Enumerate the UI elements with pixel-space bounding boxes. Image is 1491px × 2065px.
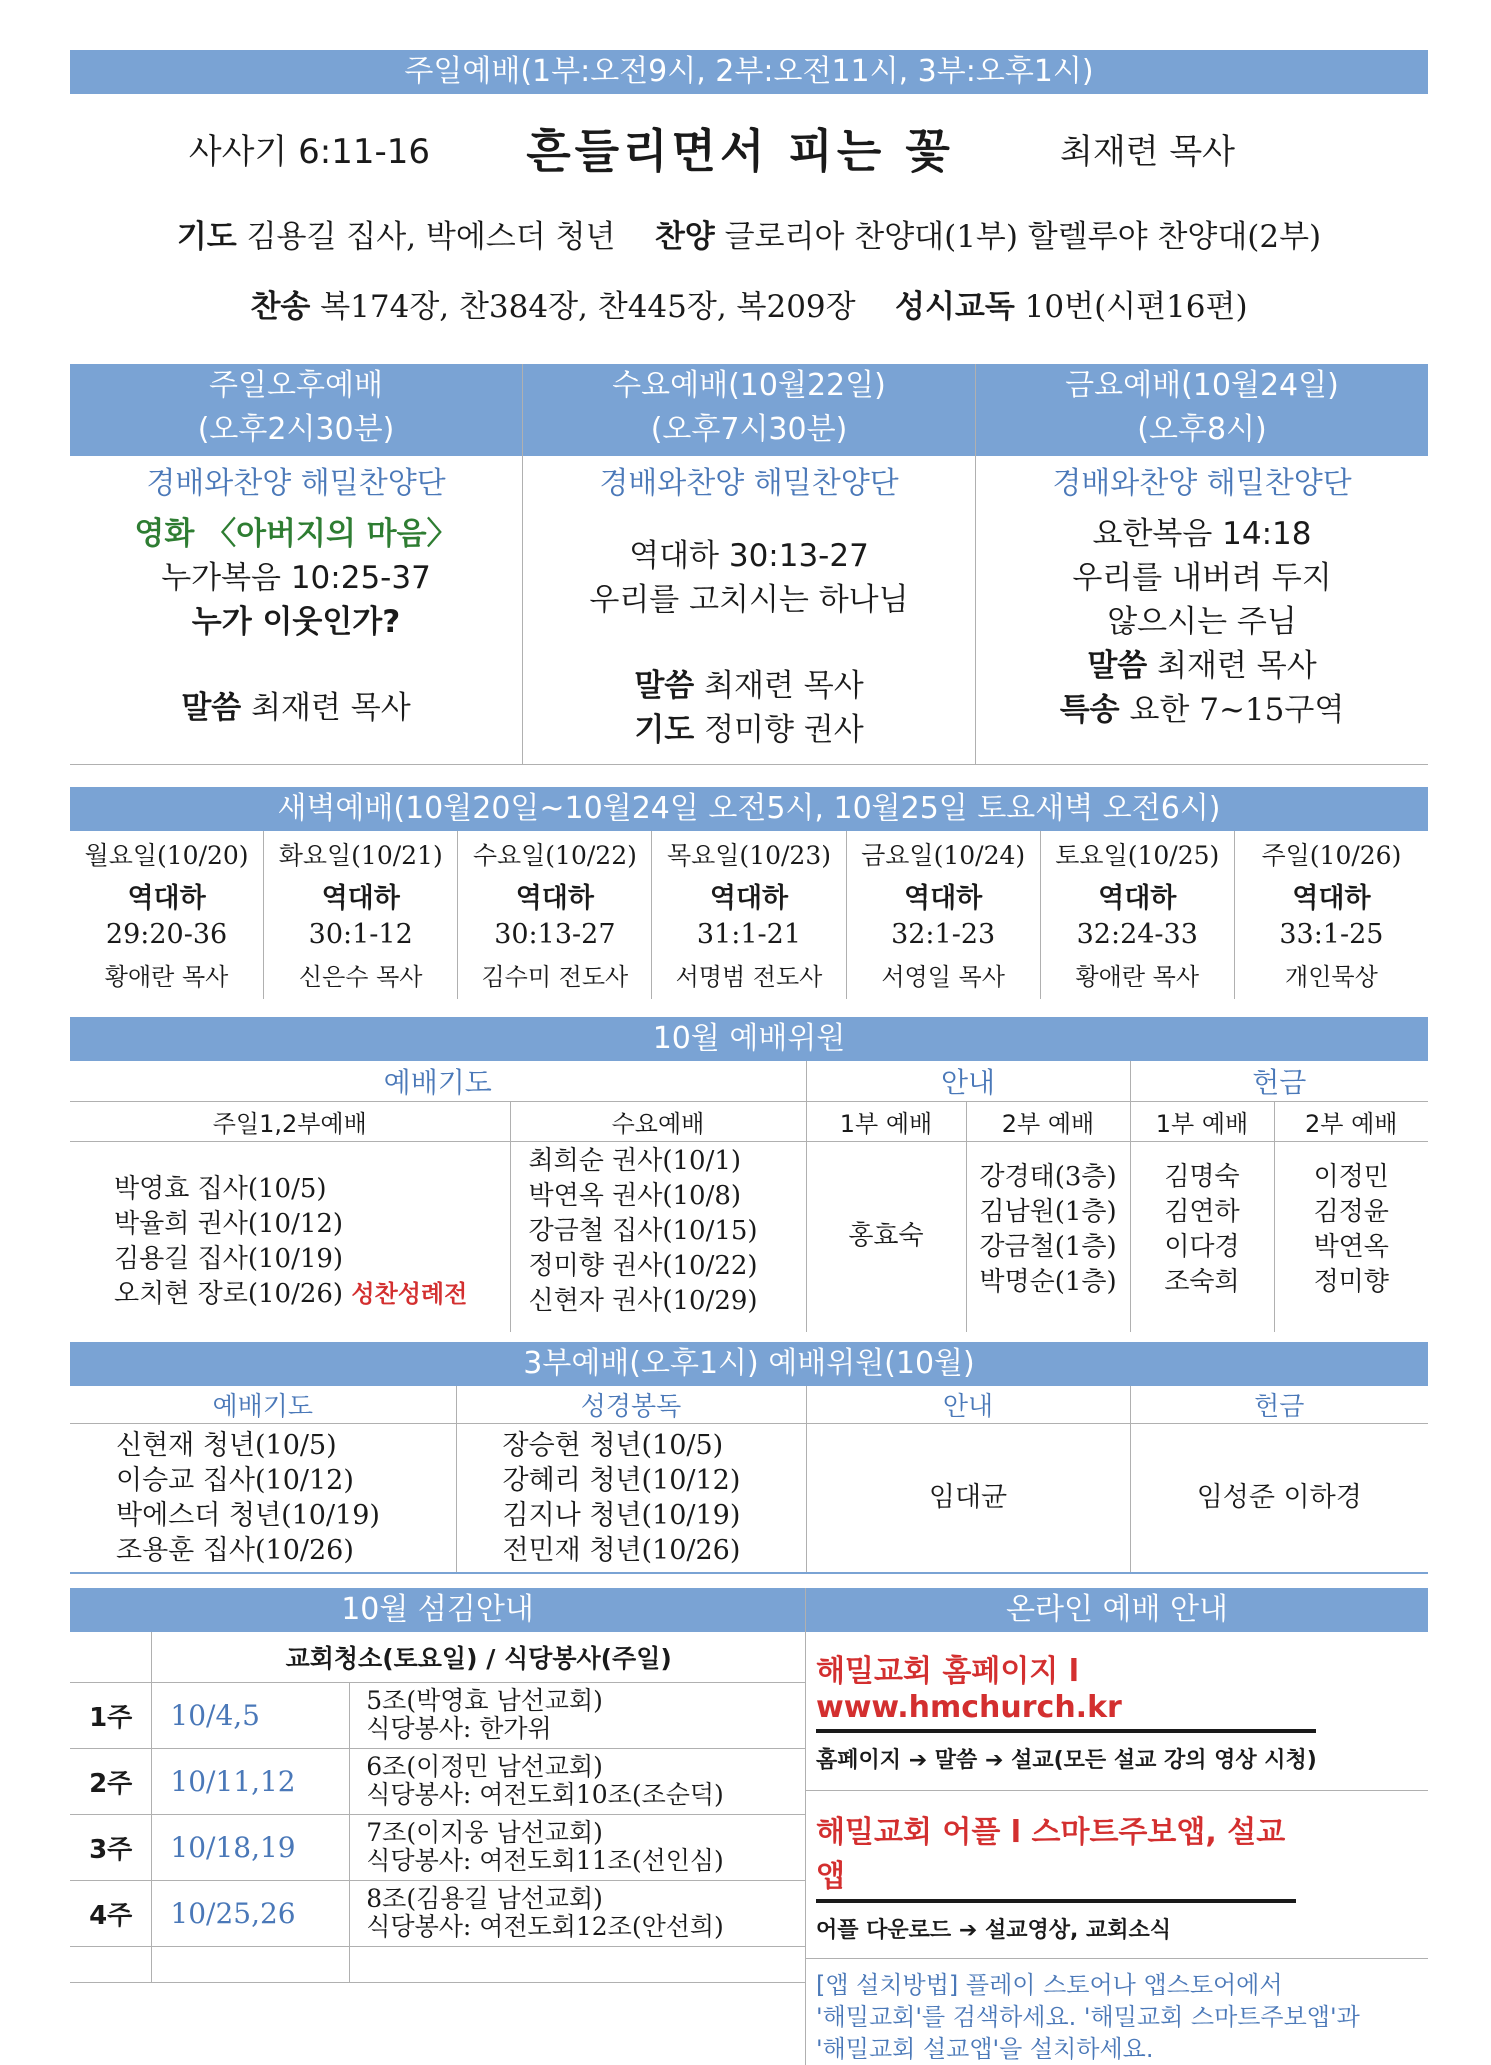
app-path: 어플 다운로드 ➔ 설교영상, 교회소식 bbox=[816, 1918, 1171, 1943]
service-praise: 경배와찬양 해밀찬양단 bbox=[1052, 466, 1352, 501]
weekday-services bbox=[70, 364, 1428, 765]
dawn-book: 역대하 bbox=[515, 883, 594, 914]
app-title[interactable]: 해밀교회 어플 l 스마트주보앱, 설교앱 bbox=[816, 1807, 1296, 1903]
list-item: 강금철 집사(10/15) bbox=[528, 1216, 758, 1246]
list-item: 정미향 권사(10/22) bbox=[528, 1251, 758, 1281]
dawn-verse: 33:1-25 bbox=[1279, 919, 1384, 950]
dawn-day-label: 수요일(10/22) bbox=[472, 841, 637, 870]
hymn-label: 찬송 bbox=[250, 289, 311, 325]
list-item: 신현재 청년(10/5) bbox=[116, 1429, 337, 1461]
homepage-title[interactable]: 해밀교회 홈페이지 l www.hmchurch.kr bbox=[816, 1646, 1316, 1733]
service-sermon: 우리를 고치시는 하나님 bbox=[589, 582, 909, 618]
online-header: 온라인 예배 안내 bbox=[806, 1588, 1428, 1632]
dawn-days bbox=[70, 831, 1428, 999]
clean-team: 8조(김용길 남선교회) bbox=[366, 1884, 603, 1913]
dawn-book: 역대하 bbox=[1098, 883, 1177, 914]
service-wednesday bbox=[523, 364, 976, 764]
install-guide: [앱 설치방법] 플레이 스토어나 앱스토어에서 '해밀교회'를 검색하세요. '해밀교회 스마트주보앱'과 '해밀교회 설교앱'을 설치하세요. bbox=[816, 1971, 1360, 2063]
list-item: 강금철(1층) bbox=[979, 1232, 1117, 1262]
service-time: (오후2시30분) bbox=[197, 412, 395, 447]
word-value: 최재련 목사 bbox=[704, 668, 864, 704]
list-item: 김지나 청년(10/19) bbox=[502, 1499, 741, 1531]
week-date: 10/4,5 bbox=[152, 1682, 350, 1748]
sunday-prayer-list bbox=[70, 1142, 510, 1332]
dawn-day bbox=[70, 831, 264, 999]
reading-label: 성시교독 bbox=[895, 289, 1015, 325]
prayer-choir-line bbox=[70, 202, 1428, 272]
list-item: 신현자 권사(10/29) bbox=[528, 1286, 758, 1316]
table-row bbox=[70, 1682, 805, 1748]
sermon-preacher: 최재련 목사 bbox=[1060, 131, 1236, 172]
service-guide-header: 10월 섬김안내 bbox=[70, 1588, 805, 1632]
week-label: 3주 bbox=[70, 1814, 152, 1880]
hymn-value: 복174장, 찬384장, 찬445장, 복209장 bbox=[320, 289, 856, 325]
choir-label: 찬양 bbox=[654, 219, 715, 255]
third-header: 3부예배(오후1시) 예배위원(10월) bbox=[70, 1342, 1428, 1386]
list-item: 강경태(3층) bbox=[979, 1162, 1117, 1192]
guide-2-list bbox=[966, 1142, 1130, 1332]
sunday-header: 주일예배(1부:오전9시, 2부:오전11시, 3부:오후1시) bbox=[70, 50, 1428, 94]
meal-team: 식당봉사: 여전도회10조(조순덕) bbox=[366, 1780, 724, 1809]
list-item: 박연옥 bbox=[1313, 1232, 1389, 1262]
service-sermon: 누가 이웃인가? bbox=[191, 604, 401, 640]
dawn-day-label: 목요일(10/23) bbox=[666, 841, 831, 870]
col-guide-2: 2부 예배 bbox=[966, 1102, 1130, 1142]
list-item: 조숙희 bbox=[1164, 1267, 1240, 1297]
prayer-label: 기도 bbox=[176, 219, 237, 255]
list-item: 김용길 집사(10/19) bbox=[114, 1244, 344, 1274]
committee-header: 10월 예배위원 bbox=[70, 1017, 1428, 1061]
list-item: 박율희 권사(10/12) bbox=[114, 1209, 344, 1239]
clean-team: 5조(박영효 남선교회) bbox=[366, 1686, 603, 1715]
list-item: 이승교 집사(10/12) bbox=[116, 1464, 354, 1496]
dawn-day bbox=[847, 831, 1041, 999]
bulletin-page bbox=[70, 50, 1428, 2065]
service-sunday-afternoon bbox=[70, 364, 523, 764]
prayer-value: 김용길 집사, 박에스더 청년 bbox=[246, 219, 616, 255]
dawn-day-label: 주일(10/26) bbox=[1261, 841, 1402, 870]
service-scripture: 요한복음 14:18 bbox=[1092, 516, 1312, 552]
col-wed-prayer: 수요예배 bbox=[510, 1102, 806, 1142]
dawn-day bbox=[458, 831, 652, 999]
list-item: 이정민 bbox=[1313, 1162, 1389, 1192]
dawn-day-label: 화요일(10/21) bbox=[278, 841, 443, 870]
committee-table bbox=[70, 1061, 1428, 1332]
prayer-value: 정미향 권사 bbox=[704, 712, 864, 748]
homepage-path: 홈페이지 ➔ 말씀 ➔ 설교(모든 설교 강의 영상 시청) bbox=[816, 1748, 1317, 1773]
list-item: 이다경 bbox=[1164, 1232, 1240, 1262]
list-item: 장승현 청년(10/5) bbox=[502, 1429, 724, 1461]
service-guide-table bbox=[70, 1632, 805, 1983]
dawn-day bbox=[1041, 831, 1235, 999]
list-item: 박명순(1층) bbox=[979, 1267, 1117, 1297]
reading-value: 10번(시편16편) bbox=[1024, 289, 1248, 325]
service-scripture: 누가복음 10:25-37 bbox=[161, 560, 431, 596]
col-third-prayer: 예배기도 bbox=[70, 1386, 456, 1424]
choir-value: 글로리아 찬양대(1부) 할렐루야 찬양대(2부) bbox=[724, 219, 1322, 255]
word-value: 최재련 목사 bbox=[1157, 648, 1317, 684]
list-item: 조용훈 집사(10/26) bbox=[116, 1534, 354, 1566]
sermon-scripture: 사사기 6:11-16 bbox=[188, 131, 430, 172]
dawn-verse: 30:1-12 bbox=[308, 919, 413, 950]
offering-2-list bbox=[1274, 1142, 1428, 1332]
dawn-day bbox=[1235, 831, 1428, 999]
arrow-right-icon: ➔ bbox=[958, 1918, 978, 1943]
meal-team: 식당봉사: 한가위 bbox=[366, 1714, 552, 1743]
week-label: 1주 bbox=[70, 1682, 152, 1748]
dawn-verse: 29:20-36 bbox=[105, 919, 228, 950]
word-label: 말씀 bbox=[1087, 648, 1148, 684]
col-sunday-prayer: 주일1,2부예배 bbox=[70, 1102, 510, 1142]
list-item: 전민재 청년(10/26) bbox=[502, 1534, 741, 1566]
special-label: 특송 bbox=[1059, 692, 1120, 728]
week-date: 10/25,26 bbox=[152, 1880, 350, 1946]
service-title: 금요예배(10월24일) bbox=[1065, 368, 1339, 403]
dawn-leader: 신은수 목사 bbox=[298, 963, 423, 991]
table-row bbox=[70, 1748, 805, 1814]
sermon-row bbox=[70, 94, 1428, 202]
word-value: 최재련 목사 bbox=[251, 690, 411, 726]
dawn-leader: 서명범 전도사 bbox=[675, 963, 823, 991]
committee-group-prayer: 예배기도 bbox=[70, 1061, 806, 1102]
list-item: 김명숙 bbox=[1164, 1162, 1240, 1192]
service-time: (오후7시30분) bbox=[650, 412, 848, 447]
dawn-book: 역대하 bbox=[709, 883, 789, 914]
service-sermon-line1: 우리를 내버려 두지 bbox=[1072, 560, 1332, 596]
prayer-label: 기도 bbox=[634, 712, 695, 748]
dawn-book: 역대하 bbox=[1292, 883, 1371, 914]
list-item: 김남원(1층) bbox=[979, 1197, 1117, 1227]
list-item: 홍효숙 bbox=[848, 1221, 924, 1252]
special-value: 요한 7~15구역 bbox=[1129, 692, 1345, 728]
table-row bbox=[70, 1880, 805, 1946]
committee-group-offering: 헌금 bbox=[1130, 1061, 1428, 1102]
week-date: 10/18,19 bbox=[152, 1814, 350, 1880]
col-third-offering: 헌금 bbox=[1130, 1386, 1428, 1424]
service-sermon-line2: 않으시는 주님 bbox=[1107, 604, 1297, 640]
online-guide bbox=[806, 1588, 1428, 2065]
dawn-day-label: 금요일(10/24) bbox=[861, 841, 1026, 870]
guide-1-list bbox=[806, 1142, 966, 1332]
word-label: 말씀 bbox=[181, 690, 242, 726]
table-row-empty bbox=[70, 1946, 805, 1982]
col-third-guide: 안내 bbox=[806, 1386, 1130, 1424]
bottom-section bbox=[70, 1588, 1428, 2065]
third-guide: 임대균 bbox=[806, 1423, 1130, 1573]
col-third-reading: 성경봉독 bbox=[456, 1386, 806, 1424]
dawn-verse: 32:1-23 bbox=[891, 919, 996, 950]
service-praise: 경배와찬양 해밀찬양단 bbox=[146, 466, 446, 501]
dawn-day-label: 월요일(10/20) bbox=[84, 841, 249, 870]
third-offering: 임성준 이하경 bbox=[1196, 1482, 1362, 1514]
service-film: 영화 〈아버지의 마음〉 bbox=[134, 516, 458, 552]
col-guide-1: 1부 예배 bbox=[806, 1102, 966, 1142]
service-time: (오후8시) bbox=[1137, 412, 1267, 447]
dawn-book: 역대하 bbox=[904, 883, 983, 914]
dawn-leader: 개인묵상 bbox=[1285, 963, 1378, 991]
arrow-right-icon: ➔ bbox=[984, 1748, 1004, 1773]
service-title: 주일오후예배 bbox=[209, 368, 383, 403]
dawn-book: 역대하 bbox=[127, 883, 206, 914]
service-guide-col-header: 교회청소(토요일) / 식당봉사(주일) bbox=[285, 1643, 672, 1673]
wed-prayer-list bbox=[510, 1142, 806, 1332]
service-guide bbox=[70, 1588, 806, 2065]
week-label: 2주 bbox=[70, 1748, 152, 1814]
week-label: 4주 bbox=[70, 1880, 152, 1946]
dawn-day bbox=[264, 831, 458, 999]
dawn-verse: 32:24-33 bbox=[1076, 919, 1198, 950]
clean-team: 6조(이정민 남선교회) bbox=[366, 1752, 603, 1781]
offering-1-list bbox=[1130, 1142, 1274, 1332]
dawn-leader: 황애란 목사 bbox=[1075, 963, 1200, 991]
dawn-verse: 30:13-27 bbox=[494, 919, 616, 950]
dawn-verse: 31:1-21 bbox=[696, 919, 802, 950]
clean-team: 7조(이지웅 남선교회) bbox=[366, 1818, 603, 1847]
list-item: 오치현 장로(10/26) 성찬성례전 bbox=[114, 1279, 468, 1309]
list-item: 최희순 권사(10/1) bbox=[528, 1146, 742, 1176]
word-label: 말씀 bbox=[634, 668, 695, 704]
list-item: 김연하 bbox=[1164, 1197, 1240, 1227]
list-item: 정미향 bbox=[1313, 1267, 1389, 1297]
col-offering-2: 2부 예배 bbox=[1274, 1102, 1428, 1142]
third-reading-list bbox=[456, 1423, 806, 1573]
table-row bbox=[70, 1814, 805, 1880]
third-table bbox=[70, 1386, 1428, 1575]
hymn-line bbox=[70, 272, 1428, 342]
list-item: 박연옥 권사(10/8) bbox=[528, 1181, 742, 1211]
meal-team: 식당봉사: 여전도회12조(안선희) bbox=[366, 1912, 724, 1941]
list-item: 김정윤 bbox=[1313, 1197, 1389, 1227]
communion-note: 성찬성례전 bbox=[351, 1280, 468, 1308]
dawn-book: 역대하 bbox=[321, 883, 400, 914]
dawn-leader: 김수미 전도사 bbox=[481, 963, 629, 991]
service-friday bbox=[976, 364, 1428, 764]
week-date: 10/11,12 bbox=[152, 1748, 350, 1814]
dawn-day-label: 토요일(10/25) bbox=[1055, 841, 1220, 870]
service-title: 수요예배(10월22일) bbox=[612, 368, 886, 403]
service-scripture: 역대하 30:13-27 bbox=[629, 538, 869, 574]
sermon-title: 흔들리면서 피는 꽃 bbox=[526, 124, 954, 178]
third-prayer-list bbox=[70, 1423, 456, 1573]
service-praise: 경배와찬양 해밀찬양단 bbox=[599, 466, 899, 501]
list-item: 박영효 집사(10/5) bbox=[114, 1174, 327, 1204]
arrow-right-icon: ➔ bbox=[908, 1748, 928, 1773]
list-item: 강혜리 청년(10/12) bbox=[502, 1464, 741, 1496]
dawn-leader: 서영일 목사 bbox=[881, 963, 1005, 991]
list-item: 박에스더 청년(10/19) bbox=[116, 1499, 380, 1531]
dawn-leader: 황애란 목사 bbox=[104, 963, 229, 991]
committee-group-guide: 안내 bbox=[806, 1061, 1130, 1102]
dawn-header: 새벽예배(10월20일~10월24일 오전5시, 10월25일 토요새벽 오전6시) bbox=[70, 787, 1428, 831]
meal-team: 식당봉사: 여전도회11조(선인심) bbox=[366, 1846, 724, 1875]
col-offering-1: 1부 예배 bbox=[1130, 1102, 1274, 1142]
dawn-day bbox=[652, 831, 846, 999]
